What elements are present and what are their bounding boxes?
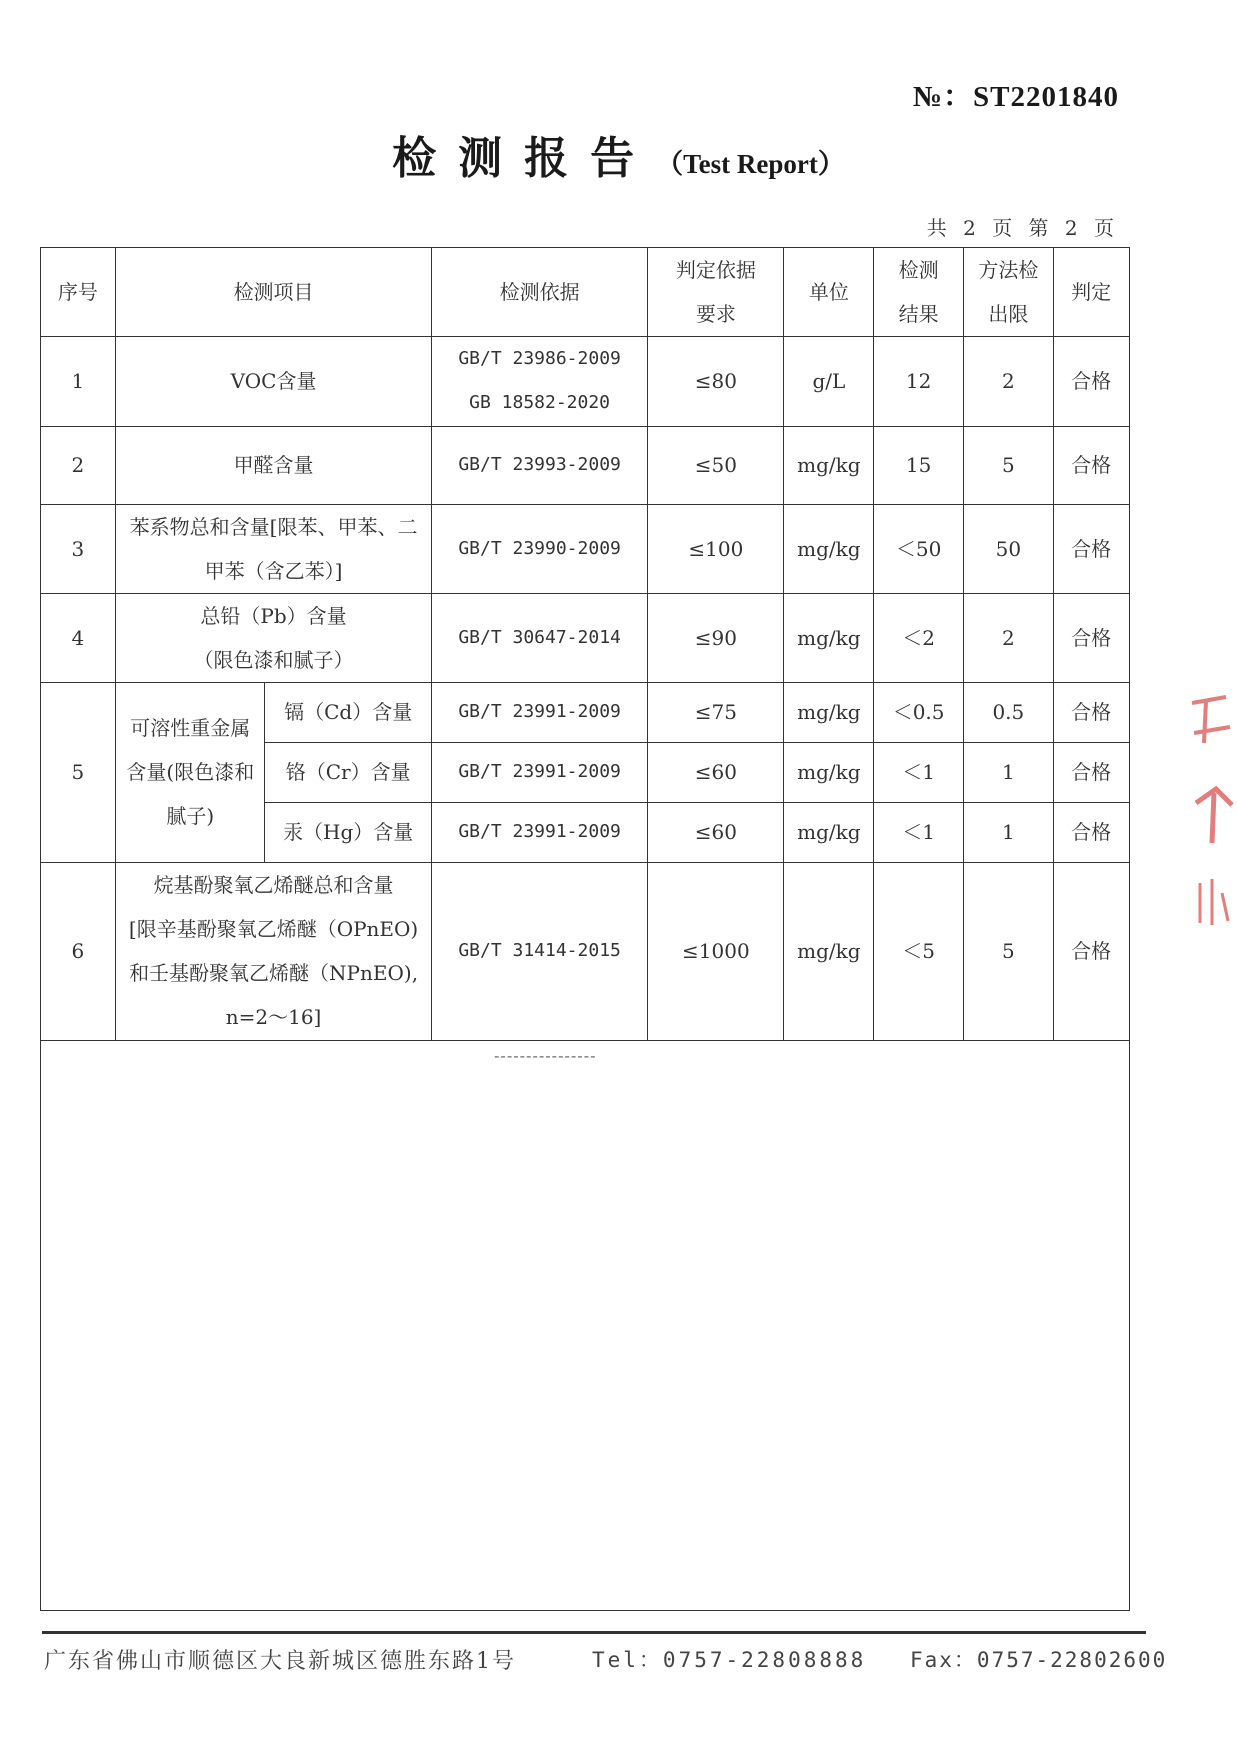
verdict: 合格 <box>1053 593 1129 682</box>
test-item-line: 烷基酚聚氧乙烯醚总和含量 <box>153 873 394 897</box>
result: ＜5 <box>874 862 964 1040</box>
report-frame <box>40 247 1130 1611</box>
test-method-line: GB 18582-2020 <box>469 392 611 413</box>
footer-tel: Tel：0757-22808888 <box>592 1648 867 1672</box>
unit: mg/kg <box>784 682 874 742</box>
results-table <box>40 247 1130 1041</box>
header-cell: 单位 <box>784 247 874 336</box>
sub-item: 汞（Hg）含量 <box>265 802 432 862</box>
unit: mg/kg <box>784 504 874 593</box>
verdict: 合格 <box>1053 802 1129 862</box>
verdict: 合格 <box>1053 862 1129 1040</box>
seal-stamp-fragment-icon <box>1186 693 1237 933</box>
unit: mg/kg <box>784 802 874 862</box>
table-row <box>40 682 1129 742</box>
sub-item: 镉（Cd）含量 <box>265 682 432 742</box>
header-cell: 序号 <box>40 247 116 336</box>
verdict: 合格 <box>1053 504 1129 593</box>
sub-item: 铬（Cr）含量 <box>265 742 432 802</box>
test-item: VOC含量 <box>116 336 432 426</box>
footer-divider <box>42 1631 1146 1634</box>
result: 12 <box>874 336 964 426</box>
header-label: 方法检出限 <box>978 257 1039 326</box>
header-cell: 检测依据 <box>431 247 647 336</box>
detection-limit: 2 <box>963 593 1053 682</box>
requirement: ≤75 <box>648 682 784 742</box>
detection-limit: 2 <box>963 336 1053 426</box>
header-cell <box>874 247 964 336</box>
requirement: ≤1000 <box>648 862 784 1040</box>
row-number: 5 <box>40 682 116 862</box>
header-cell: 判定 <box>1053 247 1129 336</box>
report-title-cn: 检测报告 <box>392 133 657 184</box>
verdict: 合格 <box>1053 336 1129 426</box>
table-row <box>40 426 1129 504</box>
result: 15 <box>874 426 964 504</box>
test-item <box>116 504 432 593</box>
table-row <box>40 336 1129 426</box>
test-item-line: 和壬基酚聚氧乙烯醚（NPnEO), <box>129 961 419 985</box>
row-number: 2 <box>40 426 116 504</box>
test-method: GB/T 23991-2009 <box>431 682 647 742</box>
row-number: 3 <box>40 504 116 593</box>
report-number: №：ST2201840 <box>912 81 1119 113</box>
test-method: GB/T 31414-2015 <box>431 862 647 1040</box>
header-label: 检测结果 <box>898 257 939 326</box>
row-number: 4 <box>40 593 116 682</box>
detection-limit: 5 <box>963 426 1053 504</box>
table-row <box>40 593 1129 682</box>
verdict: 合格 <box>1053 426 1129 504</box>
report-title-en: （Test Report） <box>656 149 845 179</box>
requirement: ≤80 <box>648 336 784 426</box>
result: ＜50 <box>874 504 964 593</box>
detection-limit: 1 <box>963 742 1053 802</box>
test-method: GB/T 30647-2014 <box>431 593 647 682</box>
requirement: ≤90 <box>648 593 784 682</box>
result: ＜1 <box>874 742 964 802</box>
table-row <box>40 504 1129 593</box>
requirement: ≤50 <box>648 426 784 504</box>
test-item-text: 苯系物总和含量[限苯、甲苯、二甲苯（含乙苯）] <box>129 514 418 583</box>
requirement: ≤60 <box>648 802 784 862</box>
group-item <box>116 682 265 862</box>
header-cell <box>963 247 1053 336</box>
header-label: 判定依据要求 <box>675 257 756 326</box>
detection-limit: 50 <box>963 504 1053 593</box>
unit: mg/kg <box>784 742 874 802</box>
table-row <box>40 862 1129 1040</box>
unit: mg/kg <box>784 862 874 1040</box>
detection-limit: 5 <box>963 862 1053 1040</box>
unit: g/L <box>784 336 874 426</box>
page-count: 共 2 页 第 2 页 <box>926 216 1119 240</box>
report-title <box>0 122 1237 186</box>
test-item-line: [限辛基酚聚氧乙烯醚（OPnEO) <box>128 917 419 941</box>
table-header-row <box>40 247 1129 336</box>
test-item <box>116 862 432 1040</box>
test-item: 甲醛含量 <box>116 426 432 504</box>
verdict: 合格 <box>1053 682 1129 742</box>
test-method <box>431 336 647 426</box>
group-item-text: 可溶性重金属含量(限色漆和腻子) <box>126 716 255 828</box>
row-number: 6 <box>40 862 116 1040</box>
requirement: ≤60 <box>648 742 784 802</box>
detection-limit: 0.5 <box>963 682 1053 742</box>
header-cell: 检测项目 <box>116 247 432 336</box>
result: ＜2 <box>874 593 964 682</box>
footer-address: 广东省佛山市顺德区大良新城区德胜东路1号 <box>44 1649 516 1674</box>
test-method: GB/T 23991-2009 <box>431 742 647 802</box>
unit: mg/kg <box>784 593 874 682</box>
test-item-text: 总铅（Pb）含量（限色漆和腻子） <box>193 603 354 672</box>
test-method: GB/T 23991-2009 <box>431 802 647 862</box>
end-of-table-marker: ---------------- <box>494 1046 597 1065</box>
test-method-line: GB/T 23986-2009 <box>458 348 621 369</box>
requirement: ≤100 <box>648 504 784 593</box>
verdict: 合格 <box>1053 742 1129 802</box>
result: ＜1 <box>874 802 964 862</box>
detection-limit: 1 <box>963 802 1053 862</box>
test-item-line: n=2～16] <box>225 1005 322 1029</box>
header-cell <box>648 247 784 336</box>
test-item <box>116 593 432 682</box>
row-number: 1 <box>40 336 116 426</box>
result: ＜0.5 <box>874 682 964 742</box>
test-method: GB/T 23990-2009 <box>431 504 647 593</box>
footer-fax: Fax：0757-22802600 <box>910 1648 1168 1672</box>
unit: mg/kg <box>784 426 874 504</box>
test-method: GB/T 23993-2009 <box>431 426 647 504</box>
